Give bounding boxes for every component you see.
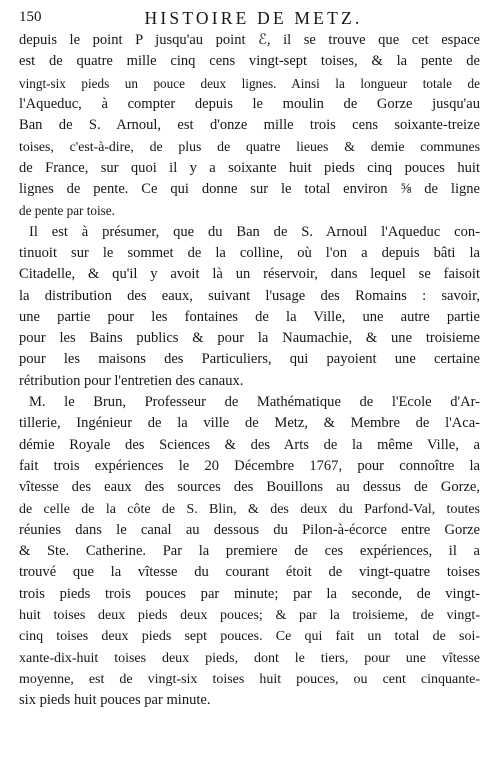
text-line: de pente par toise. bbox=[19, 203, 115, 219]
body-text bbox=[19, 30, 480, 712]
text-line: vîtesse des eaux des sources des Bouillons au dessus de Gorze, bbox=[19, 479, 480, 496]
paragraph-distribution bbox=[19, 222, 480, 392]
text-line: huit toises deux pieds deux pouces; & par la troisieme, de vingt- bbox=[19, 608, 480, 624]
text-line: Il est à présumer, que du Ban de S. Arnoul l'Aqueduc con- bbox=[29, 223, 480, 240]
paragraph-aqueduct-length bbox=[19, 30, 480, 222]
text-line: moyenne, est de vingt-six toises huit pouces, ou cent cinquante- bbox=[19, 671, 480, 687]
text-line: démie Royale des Sciences & des Arts de la même Ville, a bbox=[19, 436, 480, 453]
text-line: M. le Brun, Professeur de Mathématique de l'Ecole d'Ar- bbox=[29, 394, 480, 411]
text-line: Citadelle, & qu'il y avoit là un réservoir, dans lequel se faisoit bbox=[19, 266, 480, 283]
text-line: de France, sur quoi il y a soixante huit pieds cinq pouces huit bbox=[19, 159, 480, 176]
text-line: vingt-six pieds un pouce deux lignes. Ainsi la longueur totale de bbox=[19, 75, 480, 91]
running-title: HISTOIRE DE METZ. bbox=[144, 7, 363, 28]
text-line: & Ste. Catherine. Par la premiere de ces expériences, il a bbox=[19, 543, 480, 560]
text-line: xante-dix-huit toises deux pieds, dont le tiers, pour une vîtesse bbox=[19, 650, 480, 666]
text-line: depuis le point P jusqu'au point ℰ, il se trouve que cet espace bbox=[19, 32, 480, 48]
text-line: six pieds huit pouces par minute. bbox=[19, 692, 211, 709]
text-line: réunies dans le canal au dessous du Pilon-à-écorce entre Gorze bbox=[19, 521, 480, 538]
text-line: tinuoit sur le sommet de la colline, où l'on a depuis bâti la bbox=[19, 244, 480, 261]
text-line: tillerie, Ingénieur de la ville de Metz, & Membre de l'Aca- bbox=[19, 415, 480, 432]
page-number: 150 bbox=[19, 9, 42, 25]
text-line: une partie pour les fontaines de la Ville, une autre partie bbox=[19, 308, 480, 325]
text-line: trouvé que la vîtesse du courant étoit de vingt-quatre toises bbox=[19, 564, 480, 581]
text-line: rétribution pour l'entretien des canaux. bbox=[19, 372, 244, 389]
text-line: de celle de la côte de S. Blin, & des deux du Parfond-Val, toutes bbox=[19, 501, 480, 517]
text-line: la distribution des eaux, suivant l'usage des Romains : savoir, bbox=[19, 287, 480, 304]
text-line: l'Aqueduc, à compter depuis le moulin de Gorze jusqu'au bbox=[19, 95, 480, 112]
text-line: cinq toises deux pieds sept pouces. Ce qui fait un total de soi- bbox=[19, 629, 480, 645]
text-line: pour les maisons des Particuliers, qui payoient une certaine bbox=[19, 351, 480, 368]
text-line: est de quatre mille cinq cens vingt-sept toises, & la pente de bbox=[19, 53, 480, 70]
text-line: lignes de pente. Ce qui donne sur le total environ ⅝ de ligne bbox=[19, 181, 480, 198]
paragraph-experiments bbox=[19, 392, 480, 711]
page-header bbox=[19, 6, 480, 30]
text-line: fait trois expériences le 20 Décembre 1767, pour connoître la bbox=[19, 457, 480, 474]
text-line: pour les Bains publics & pour la Naumachie, & une troisieme bbox=[19, 330, 480, 347]
text-line: toises, c'est-à-dire, de plus de quatre lieues & demie communes bbox=[19, 139, 480, 155]
text-line: Ban de S. Arnoul, est d'onze mille trois cens soixante-treize bbox=[19, 117, 480, 134]
text-line: trois pieds trois pouces par minute; par la seconde, de vingt- bbox=[19, 585, 480, 602]
